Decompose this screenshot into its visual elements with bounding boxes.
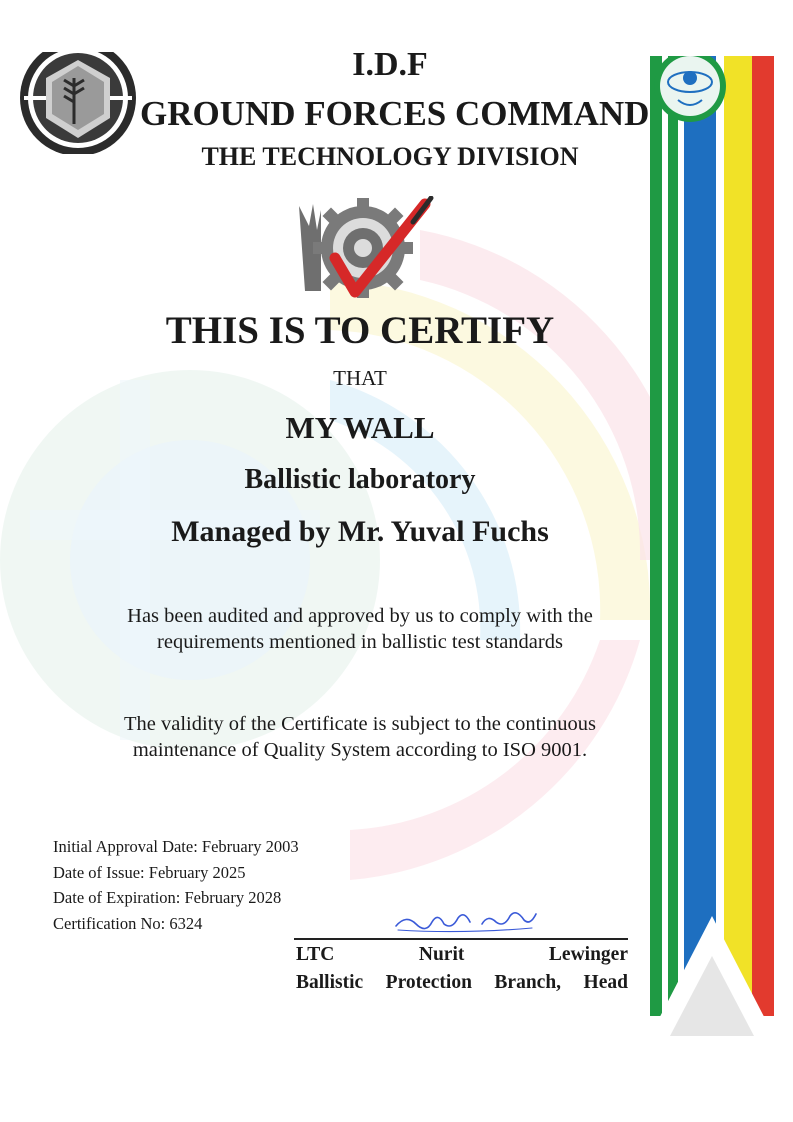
validity-paragraph — [40, 711, 680, 763]
signatory-title-word-3: Branch, — [494, 972, 562, 993]
header-technology-division: THE TECHNOLOGY DIVISION — [201, 142, 579, 171]
expiration-date: Date of Expiration: February 2028 — [53, 888, 282, 907]
that-text: THAT — [333, 366, 387, 390]
initial-approval-date: Initial Approval Date: February 2003 — [53, 837, 299, 856]
signature-line — [294, 938, 628, 940]
signatory-rank: LTC — [296, 944, 335, 965]
approval-line-1: Has been audited and approved by us to comply with the — [127, 605, 593, 627]
certification-number: Certification No: 6324 — [53, 913, 203, 933]
certify-heading: THIS IS TO CERTIFY — [165, 309, 555, 352]
validity-line-2: maintenance of Quality System according to ISO 9001. — [132, 739, 588, 761]
company-name: MY WALL — [285, 410, 435, 445]
approval-line-2: requirements mentioned in ballistic test standards — [157, 631, 563, 653]
ribbon-stripes — [650, 56, 774, 1016]
validity-line-1: The validity of the Certificate is subject to the continuous — [124, 713, 596, 735]
approval-paragraph — [40, 603, 680, 655]
signatory-title-word-4: Head — [583, 972, 628, 993]
idf-ground-forces-emblem-icon — [18, 52, 140, 154]
issue-date: Date of Issue: February 2025 — [53, 862, 246, 882]
technology-division-gear-emblem-icon — [285, 196, 435, 306]
header-ground-forces-command: GROUND FORCES COMMAND — [140, 94, 650, 133]
lab-name: Ballistic laboratory — [244, 464, 476, 495]
handwritten-signature — [392, 904, 542, 936]
signatory-name — [296, 944, 628, 966]
ribbon — [640, 56, 780, 1036]
header-idf: I.D.F — [352, 46, 428, 83]
manager-name: Managed by Mr. Yuval Fuchs — [171, 515, 549, 548]
certificate-details — [53, 834, 299, 936]
signatory-title — [296, 972, 628, 994]
signatory-last-name: Lewinger — [548, 944, 628, 965]
signatory-first-name: Nurit — [418, 944, 465, 965]
signatory-title-word-2: Protection — [385, 972, 472, 993]
signatory-title-word-1: Ballistic — [296, 972, 364, 993]
